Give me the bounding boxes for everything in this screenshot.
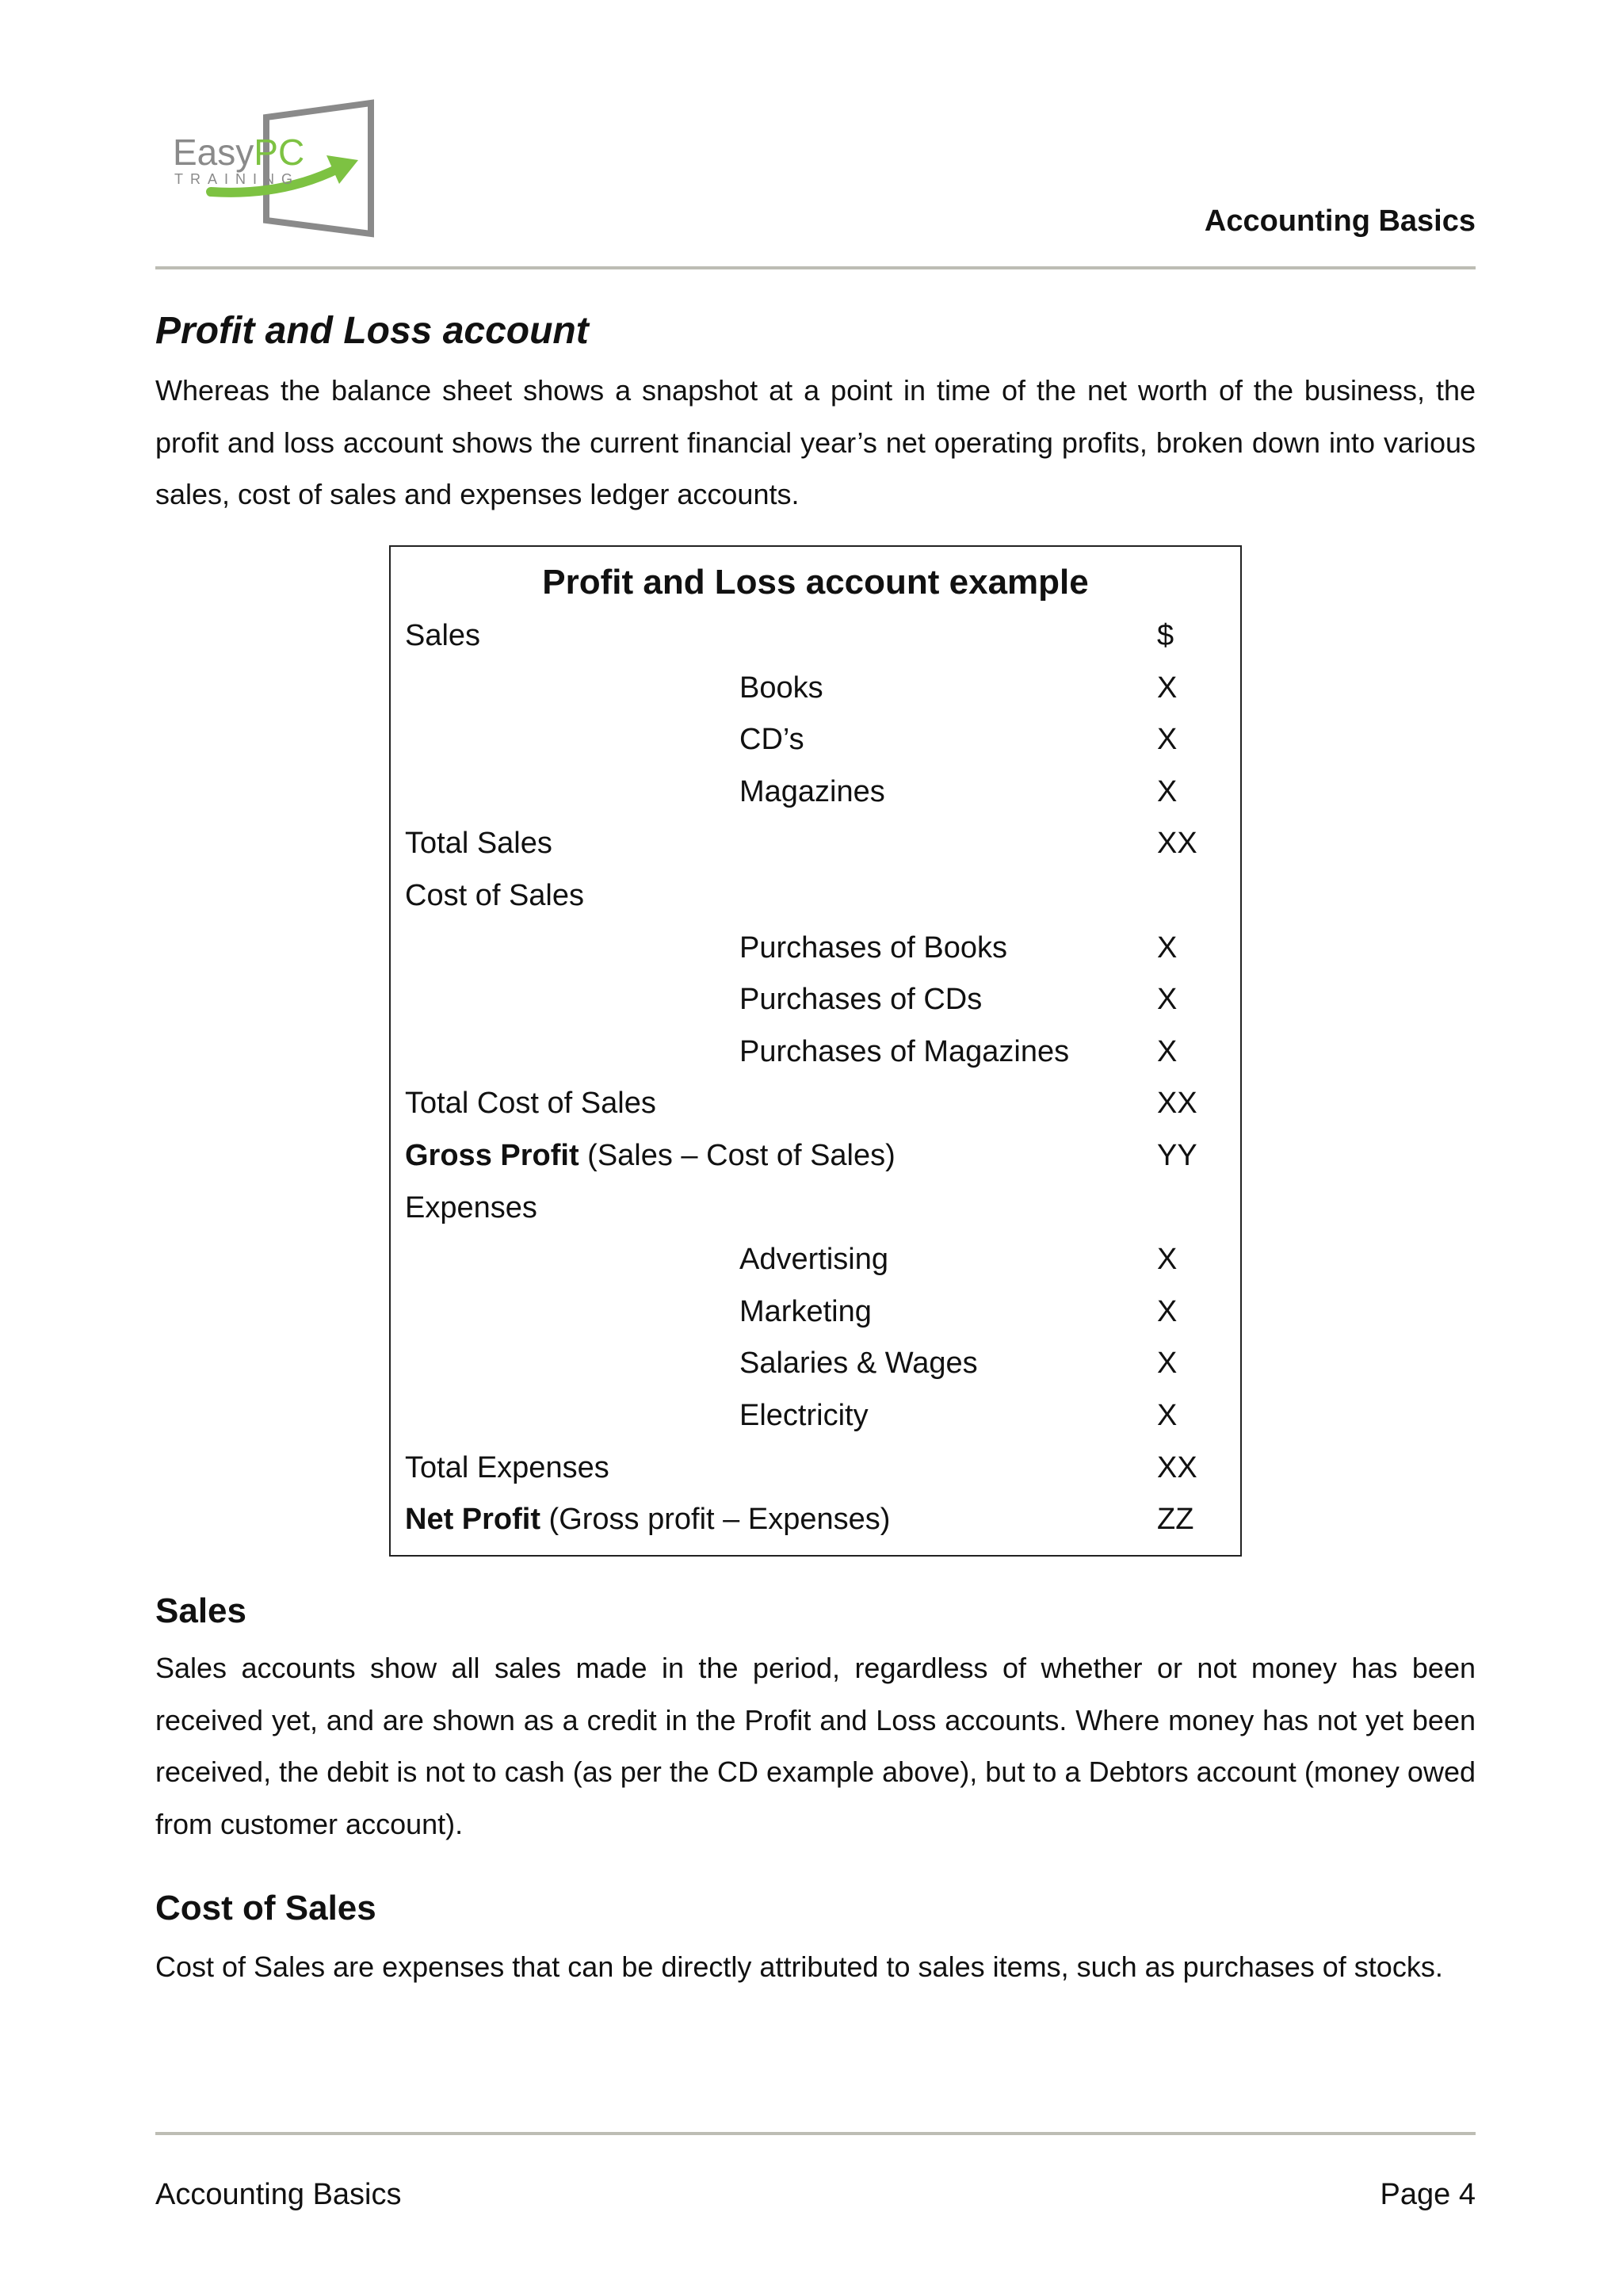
row-label-detail: (Gross profit – Expenses) bbox=[540, 1503, 891, 1537]
row-value: XX bbox=[1157, 1087, 1197, 1121]
row-value: X bbox=[1157, 723, 1178, 757]
row-value: X bbox=[1157, 670, 1178, 705]
example-row bbox=[391, 818, 1240, 870]
row-item: Purchases of Books bbox=[739, 930, 1007, 965]
row-value: X bbox=[1157, 930, 1178, 965]
example-row bbox=[391, 1390, 1240, 1442]
example-rows bbox=[391, 610, 1240, 1546]
row-label-bold: Gross Profit bbox=[405, 1138, 579, 1172]
row-value: XX bbox=[1157, 1450, 1197, 1484]
easypc-training-logo bbox=[163, 95, 377, 238]
example-row bbox=[391, 1442, 1240, 1495]
row-value: ZZ bbox=[1157, 1503, 1194, 1537]
row-label: Total Cost of Sales bbox=[405, 1087, 656, 1121]
example-row bbox=[391, 1182, 1240, 1235]
row-value: XX bbox=[1157, 827, 1197, 861]
row-item: Books bbox=[739, 670, 823, 705]
example-row bbox=[391, 1130, 1240, 1182]
row-item: Salaries & Wages bbox=[739, 1347, 978, 1381]
row-value: YY bbox=[1157, 1138, 1197, 1172]
example-row bbox=[391, 974, 1240, 1026]
section-title: Profit and Loss account bbox=[155, 310, 589, 352]
row-value: X bbox=[1157, 1398, 1178, 1432]
row-label: Sales bbox=[405, 619, 481, 652]
example-row bbox=[391, 663, 1240, 715]
profit-loss-example-box bbox=[389, 545, 1242, 1557]
document-page bbox=[155, 0, 1476, 2296]
row-value: X bbox=[1157, 983, 1178, 1017]
example-row bbox=[391, 923, 1240, 975]
row-value: X bbox=[1157, 1034, 1178, 1068]
row-value: X bbox=[1157, 1243, 1178, 1277]
sales-heading: Sales bbox=[155, 1591, 246, 1630]
example-row bbox=[391, 1286, 1240, 1339]
row-item: Advertising bbox=[739, 1243, 888, 1277]
row-item: Electricity bbox=[739, 1398, 869, 1432]
row-label bbox=[405, 1494, 890, 1546]
header-title: Accounting Basics bbox=[1204, 204, 1476, 238]
logo-wordmark: EasyPC bbox=[173, 132, 305, 173]
row-label: Total Sales bbox=[405, 827, 552, 861]
footer-title: Accounting Basics bbox=[155, 2178, 402, 2211]
row-label: Expenses bbox=[405, 1190, 537, 1224]
row-item: Magazines bbox=[739, 774, 885, 808]
page-number: Page 4 bbox=[1380, 2178, 1476, 2211]
logo-training-text: TRAINING bbox=[174, 171, 300, 187]
example-row bbox=[391, 870, 1240, 923]
footer-rule bbox=[155, 2132, 1476, 2135]
row-value: X bbox=[1157, 774, 1178, 808]
row-value: X bbox=[1157, 1347, 1178, 1381]
example-row bbox=[391, 1494, 1240, 1546]
example-row bbox=[391, 1026, 1240, 1079]
row-label: Cost of Sales bbox=[405, 878, 584, 912]
row-label-detail: (Sales – Cost of Sales) bbox=[579, 1138, 896, 1172]
row-label: Total Expenses bbox=[405, 1450, 609, 1484]
sales-paragraph: Sales accounts show all sales made in the period, regardless of whether or not money has been received yet, and are shown as a credit in the Profit and Loss accounts. Where money has not yet been received, the debit is not to cash (as per the CD example above), but to a Debtors account (money owed from customer account). bbox=[155, 1652, 1476, 1840]
example-row bbox=[391, 1234, 1240, 1286]
row-value: X bbox=[1157, 1294, 1178, 1328]
example-row bbox=[391, 610, 1240, 663]
example-row bbox=[391, 1338, 1240, 1390]
row-label-bold: Net Profit bbox=[405, 1503, 540, 1537]
row-item: CD’s bbox=[739, 723, 804, 757]
example-row bbox=[391, 714, 1240, 766]
intro-paragraph: Whereas the balance sheet shows a snapshot at a point in time of the net worth of the business, the profit and loss account shows the current financial year’s net operating profits, broken down into various sales, cost of sales and expenses ledger accounts. bbox=[155, 374, 1476, 510]
cost-of-sales-heading: Cost of Sales bbox=[155, 1889, 376, 1927]
row-item: Marketing bbox=[739, 1294, 872, 1328]
row-label bbox=[405, 1130, 896, 1182]
example-row bbox=[391, 766, 1240, 819]
row-item: Purchases of CDs bbox=[739, 983, 983, 1017]
row-item: Purchases of Magazines bbox=[739, 1034, 1070, 1068]
header-rule bbox=[155, 266, 1476, 269]
example-row bbox=[391, 1078, 1240, 1130]
example-title: Profit and Loss account example bbox=[542, 563, 1089, 602]
logo-graphic bbox=[163, 95, 377, 238]
row-value: $ bbox=[1157, 619, 1174, 652]
cost-of-sales-paragraph: Cost of Sales are expenses that can be directly attributed to sales items, such as purchases of stocks. bbox=[155, 1950, 1443, 1983]
